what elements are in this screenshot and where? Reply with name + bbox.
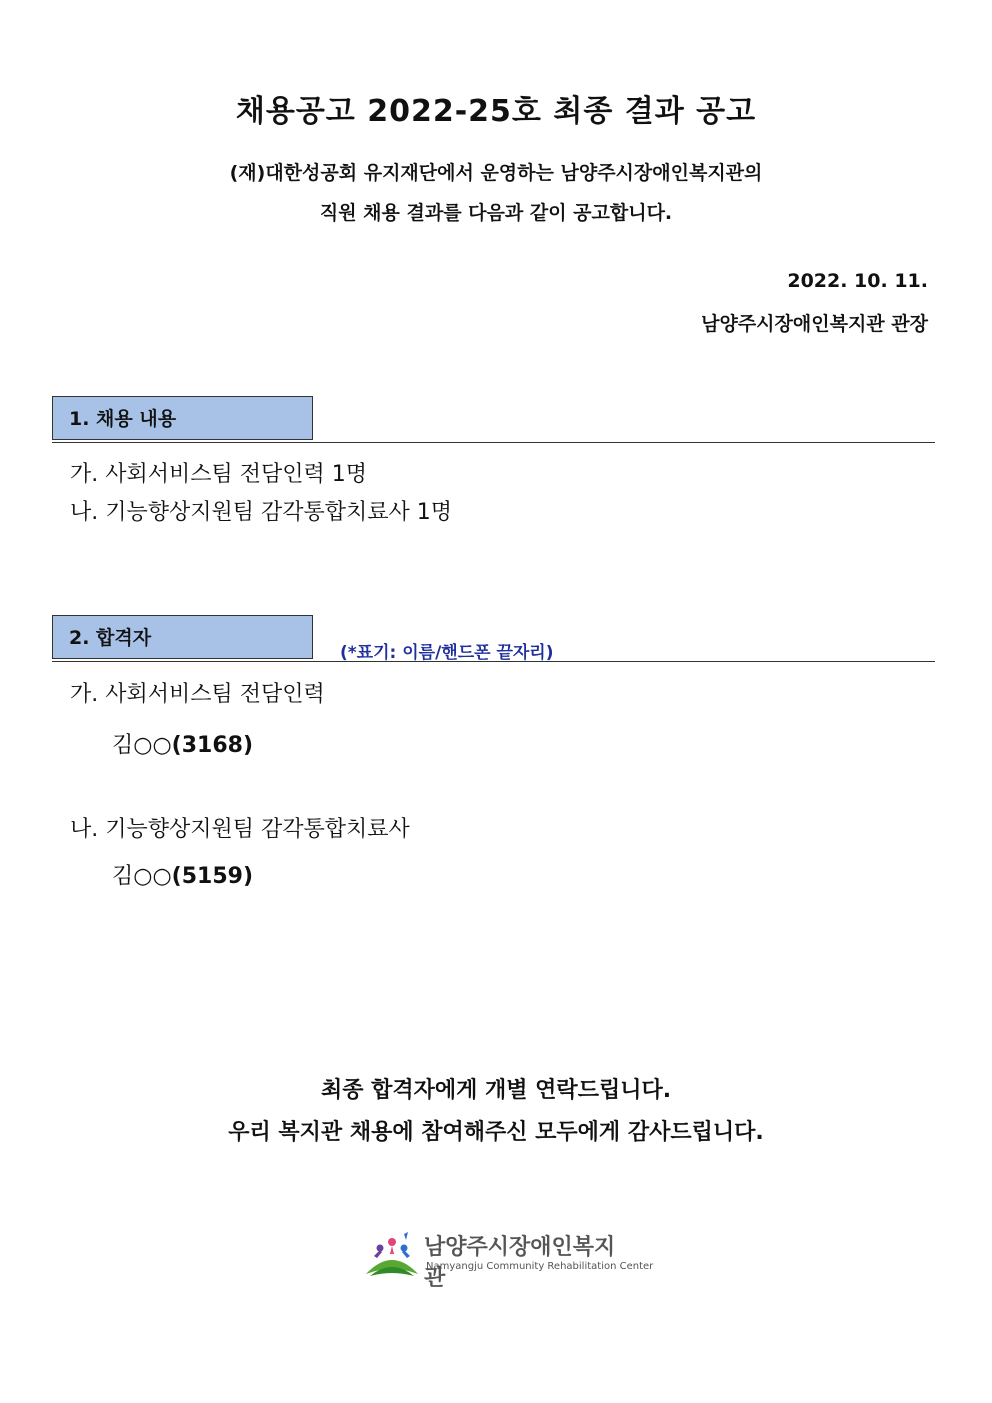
candidate-2-name: 김○○	[112, 864, 172, 889]
recruitment-item-1: 가. 사회서비스팀 전담인력 1명	[70, 462, 367, 487]
organization-logo	[364, 1230, 654, 1291]
section-2-heading: 2. 합격자	[52, 615, 313, 659]
candidate-1-code: (3168)	[171, 733, 253, 758]
announcement-date: 2022. 10. 11.	[787, 270, 928, 292]
section-1-divider	[52, 442, 935, 443]
successful-candidate-1	[112, 728, 253, 759]
logo-name-english: Namyangju Community Rehabilitation Center	[426, 1261, 654, 1272]
intro-line-1: (재)대한성공회 유지재단에서 운영하는 남양주시장애인복지관의	[229, 162, 763, 184]
recruitment-item-2: 나. 기능향상지원팀 감각통합치료사 1명	[70, 500, 453, 525]
closing-line-1: 최종 합격자에게 개별 연락드립니다.	[320, 1078, 672, 1103]
section-2-divider	[52, 661, 935, 662]
successful-group-1-label: 가. 사회서비스팀 전담인력	[70, 682, 325, 707]
successful-candidate-2	[112, 859, 253, 890]
section-1-heading: 1. 채용 내용	[52, 396, 313, 440]
candidate-2-code: (5159)	[171, 864, 253, 889]
logo-name-korean: 남양주시장애인복지관	[424, 1235, 616, 1291]
document-title: 채용공고 2022-25호 최종 결과 공고	[235, 94, 757, 129]
candidate-1-name: 김○○	[112, 733, 172, 758]
signer: 남양주시장애인복지관 관장	[701, 313, 928, 335]
logo-mark-icon	[364, 1230, 420, 1280]
closing-line-2: 우리 복지관 채용에 참여해주신 모두에게 감사드립니다.	[228, 1120, 764, 1145]
successful-group-2-label: 나. 기능향상지원팀 감각통합치료사	[70, 817, 410, 842]
notation-note: (*표기: 이름/핸드폰 끝자리)	[340, 643, 554, 663]
intro-line-2: 직원 채용 결과를 다음과 같이 공고합니다.	[319, 202, 673, 224]
